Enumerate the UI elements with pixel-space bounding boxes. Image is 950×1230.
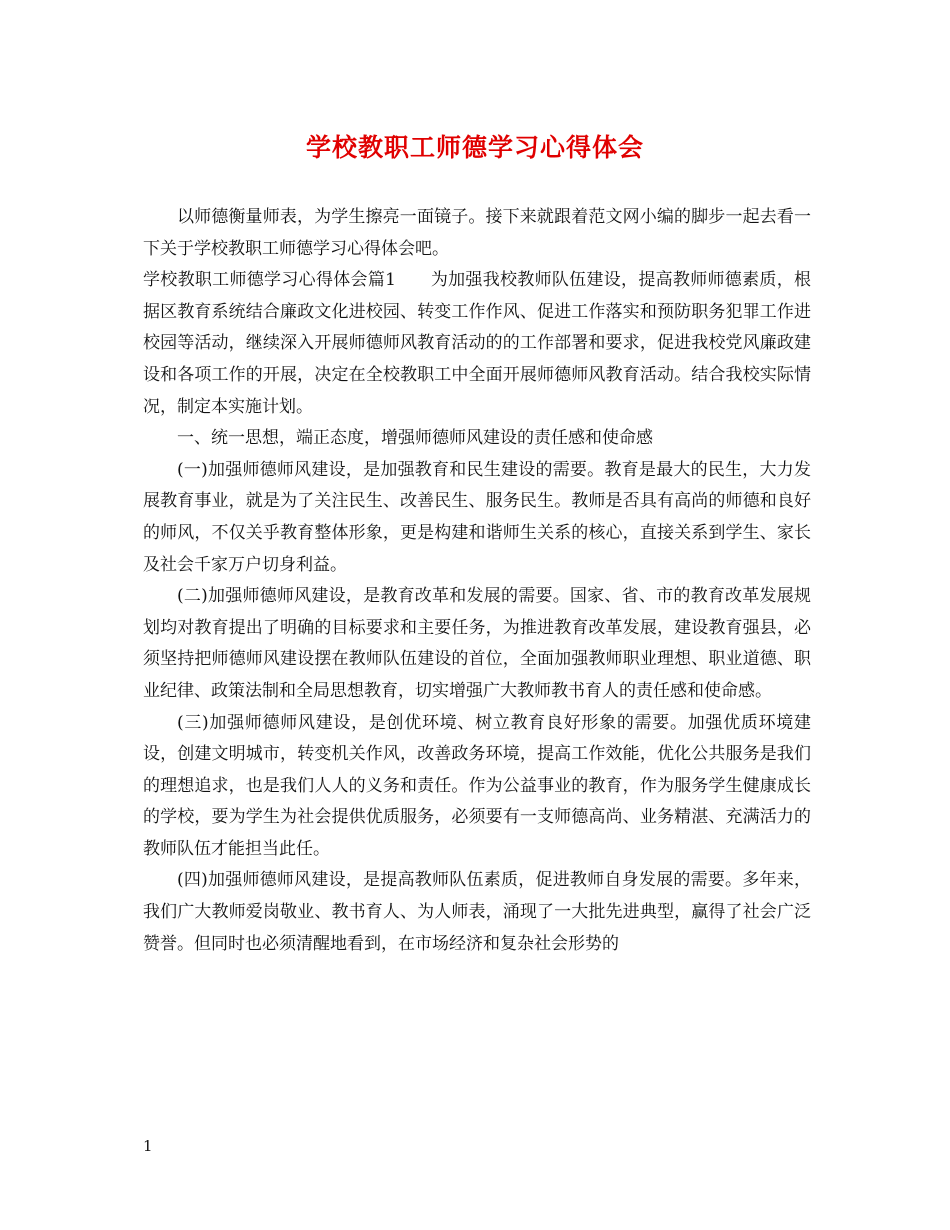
document-title: 学校教职工师德学习心得体会 [305,133,644,162]
paragraph-section-1-intro: 学校教职工师德学习心得体会篇1 为加强我校教师队伍建设，提高教师师德素质，根据区教育系统结合廉政文化进校园、转变工作作风、促进工作落实和预防职务犯罪工作进校园等活动，继续深入开展师德师风教育活动的的工作部署和要求，促进我校党风廉政建设和各项工作的开展，决定在全校教职工中全面开展师德师风教育活动。结合我校实际情况，制定本实施计划。 [143,270,811,417]
paragraph-point-2: (二)加强师德师风建设，是教育改革和发展的需要。国家、省、市的教育改革发展规划均对教育提出了明确的目标要求和主要任务，为推进教育改革发展，建设教育强县，必须坚持把师德师风建设摆在教师队伍建设的首位，全面加强教师职业理想、职业道德、职业纪律、政策法制和全局思想教育，切实增强广大教师教书育人的责任感和使命感。 [143,586,811,701]
section-heading-1: 一、统一思想，端正态度，增强师德师风建设的责任感和使命感 [177,428,653,449]
paragraph-intro: 以师德衡量师表，为学生擦亮一面镜子。接下来就跟着范文网小编的脚步一起去看一下关于学校教职工师德学习心得体会吧。 [143,207,811,259]
document-body [143,202,811,960]
paragraph-point-3: (三)加强师德师风建设，是创优环境、树立教育良好形象的需要。加强优质环境建设，创建文明城市，转变机关作风，改善政务环境，提高工作效能，优化公共服务是我们的理想追求，也是我们人人的义务和责任。作为公益事业的教育，作为服务学生健康成长的学校，要为学生为社会提供优质服务，必须要有一支师德高尚、业务精湛、充满活力的教师队伍才能担当此任。 [143,712,811,859]
page-number: 1 [143,1137,153,1155]
paragraph-point-1: (一)加强师德师风建设，是加强教育和民生建设的需要。教育是最大的民生，大力发展教育事业，就是为了关注民生、改善民生、服务民生。教师是否具有高尚的师德和良好的师风，不仅关乎教育整体形象，更是构建和谐师生关系的核心，直接关系到学生、家长及社会千家万户切身利益。 [143,459,811,575]
paragraph-point-4: (四)加强师德师风建设，是提高教师队伍素质，促进教师自身发展的需要。多年来，我们广大教师爱岗敬业、教书育人、为人师表，涌现了一大批先进典型，赢得了社会广泛赞誉。但同时也必须清醒地看到，在市场经济和复杂社会形势的 [143,870,811,954]
